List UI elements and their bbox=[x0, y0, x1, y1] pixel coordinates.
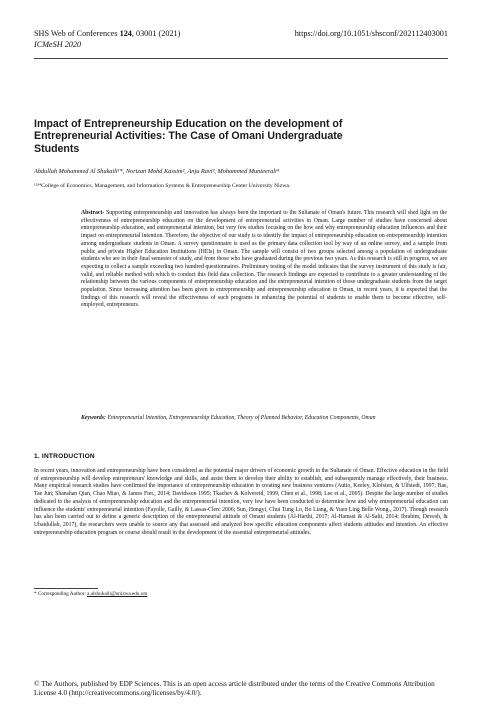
section-heading-introduction: 1. INTRODUCTION bbox=[34, 453, 95, 460]
header-divider bbox=[34, 58, 448, 59]
abstract bbox=[81, 210, 447, 310]
keywords-text: Entrepreneurial Intention, Entrepreneurship Education, Theory of Planned Behavior, Education Components, Oman bbox=[105, 415, 376, 421]
introduction-paragraph: In recent years, innovation and entrepreneurship have been considered as the potential major drivers of economic growth in the Sultanate of Oman. Effective education in the field of entrepreneurship will develop entrepreneurs' knowledge and skills, and assist them to develop their ability to establish, and subsequently manage effectively, their business. Many empirical research studies have confirmed the importance of entrepreneurship education in creating new business ventures (Autio, Keeley, Klofsten, & Ulfstedt, 1997; Bae, Tae Jun; Shanshan Qian, Chao Miao, & James Fiet., 2014; Davidsson 1995; Tkachev & Kolvereid, 1999, Chen et al., 1998; Lee et al., 2005). Despite the large number of studies dedicated to the analysis of entrepreneurship education and the entrepreneurial intention, very few have been conducted to determine how and why entrepreneurial education can influence the students' entrepreneurial intention (Fayolle, Gailly, & Lassas-Clerc 2006; Sun, Hongyi, Chui Tung Lo, Bo Liang, & Yuen Ling Belle Wong., 2017). Though research has also been carried out to define a generic description of the entrepreneurial attitude of Omani students (Al-Harthi, 2017; Al-Hamssi & Al-Salti, 2014; Ibrahim, Devesh, & Ubaidullah, 2017), the researchers were unable to source any that assessed and analyzed how specific education components affect students attitudes and intention. An effective entrepreneurship education program or course should result in the development of the essential entrepreneurial attitudes. bbox=[34, 468, 448, 536]
doi-link[interactable]: https://doi.org/10.1051/shsconf/202112403001 bbox=[294, 29, 448, 38]
author-email-link[interactable]: a.alshukaili@unizwa.edu.om bbox=[87, 591, 148, 597]
author-affiliation: ¹²³⁴College of Economics, Management, and Information Systems & Entrepreneurship Center University Nizwa. bbox=[34, 183, 291, 189]
footnote-divider bbox=[34, 588, 98, 589]
conference-name: ICMeSH 2020 bbox=[34, 39, 82, 49]
paper-title: Impact of Entrepreneurship Education on the development of Entrepreneurial Activities: The Case of Omani Undergraduate Students bbox=[34, 118, 343, 155]
running-header-left bbox=[34, 29, 180, 50]
journal-citation: SHS Web of Conferences 124, 03001 (2021) bbox=[34, 29, 181, 38]
abstract-text: Supporting entrepreneurship and innovation has always been the important to the Sultanate of Oman's future. This research will shed light on the effectiveness of entrepreneurship education on the development of entrepreneurial activities in Oman. Large number of studies have concerned about entrepreneurship education, and entrepreneurial intention, but very few studies focusing on the how and why entrepreneurship education influences and their impact on entrepreneurial intention. Therefore, the objective of our study is to identify the impact of entrepreneurship education on entrepreneurship intention among undergraduate students in Oman. A survey questionnaire is used as the primary data collection tool by way of an online survey, and a sample from public and private Higher Education Institutions (HEIs) in Oman. The sample will consist of two groups selected among a population of undergraduate students who are in their final semester of study, and from those who have graduated during the previous two years. As this research is still in progress, we are expecting to collect a sample exceeding two hundred questionnaires. Preliminary testing of the model indicates that the survey instrument of this study is fair, valid, and reliable method with which to conduct this field data collection. The research findings are expected to contribute to a greater understanding of the relationship between the various components of entrepreneurship education and the entrepreneurial intention of those undergraduate students from the target population. Since increasing attention has been given to entrepreneurship and entrepreneurship education in Oman, in recent years, it is expected that the findings of this research will reveal the effectiveness of such programs in enhancing the potential of students to enable them to become effective, self-employed, entrepreneurs. bbox=[81, 210, 447, 309]
footnote: * Corresponding Author: a.alshukaili@unizwa.edu.om bbox=[34, 591, 148, 597]
author-list: Abdullah Mohammed Al Shukaili¹*, Norizan Mohd Kassim², Anju Ravi³, Mohammed Munteerali⁴ bbox=[34, 168, 279, 175]
abstract-label: Abstract- bbox=[81, 210, 105, 216]
keywords bbox=[81, 415, 447, 423]
keywords-label: Keywords: bbox=[81, 415, 106, 421]
license-notice: © The Authors, published by EDP Sciences. This is an open access article distributed under the terms of the Creative Commons Attribution License 4.0 (http://creativecommons.org/licenses/by/4.0/). bbox=[34, 680, 435, 698]
